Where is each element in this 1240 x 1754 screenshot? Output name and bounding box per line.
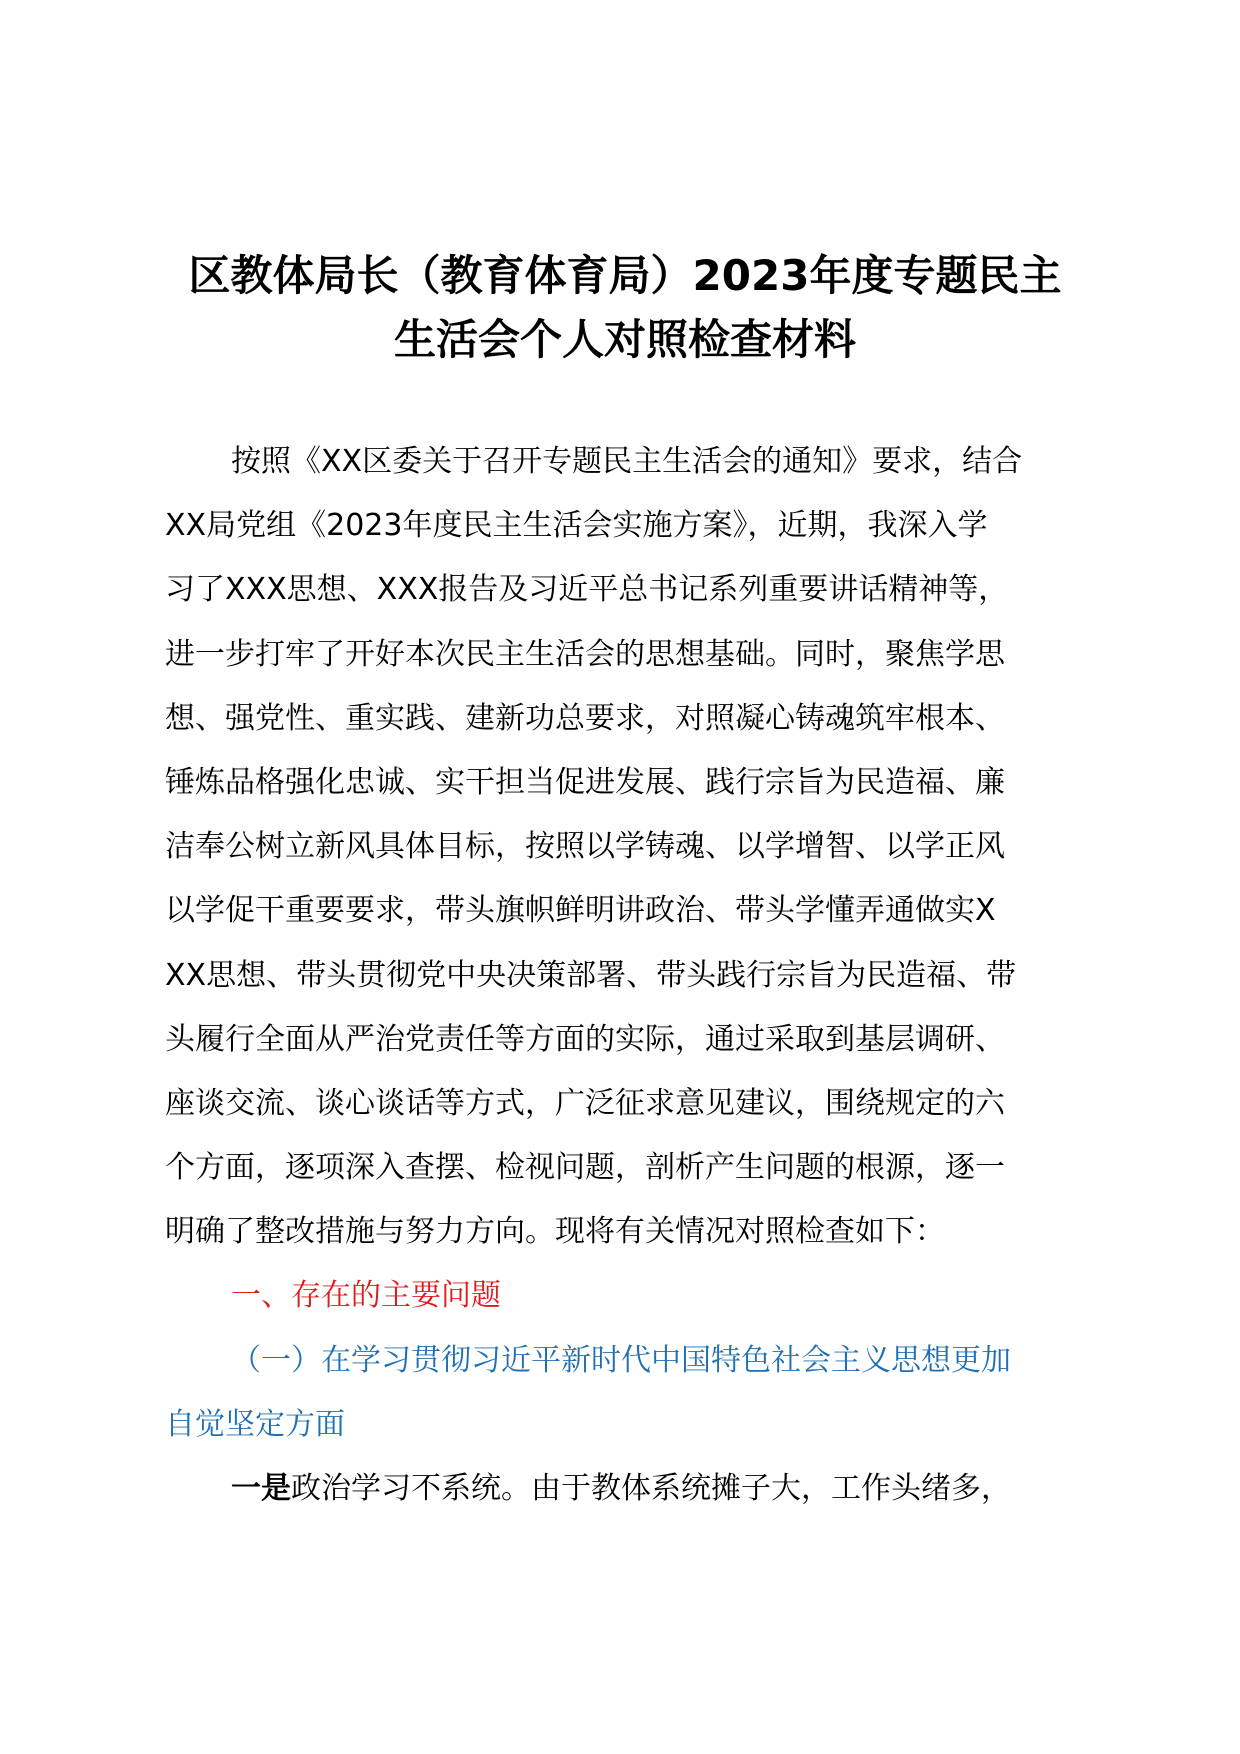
intro-line: 明确了整改措施与努力方向。现将有关情况对照检查如下：	[165, 1214, 945, 1250]
point-one-text: 政治学习不系统。由于教体系统摊子大，工作头绪多，	[291, 1471, 1011, 1506]
intro-line: 以学促干重要要求，带头旗帜鲜明讲政治、带头学懂弄通做实X	[165, 893, 996, 929]
subsection-line: 自觉坚定方面	[165, 1406, 345, 1442]
intro-line: 头履行全面从严治党责任等方面的实际，通过采取到基层调研、	[165, 1021, 1005, 1057]
subsection-heading	[165, 1329, 1100, 1457]
intro-line: 洁奉公树立新风具体目标，按照以学铸魂、以学增智、以学正风	[165, 829, 1005, 865]
intro-line: 进一步打牢了开好本次民主生活会的思想基础。同时，聚焦学思	[165, 636, 1005, 672]
intro-line: 想、强党性、重实践、建新功总要求，对照凝心铸魂筑牢根本、	[165, 700, 1005, 736]
section-heading: 一、存在的主要问题	[231, 1278, 501, 1314]
title-line-1: 区教体局长（教育体育局）2023年度专题民主	[188, 251, 1062, 300]
intro-line: 按照《XX区委关于召开专题民主生活会的通知》要求，结合	[231, 444, 1023, 479]
intro-line: 锤炼品格强化忠诚、实干担当促进发展、践行宗旨为民造福、廉	[165, 764, 1005, 800]
document-body	[165, 430, 1100, 1521]
point-one-label: 一是	[231, 1471, 291, 1506]
intro-line: 个方面，逐项深入查摆、检视问题，剖析产生问题的根源，逐一	[165, 1150, 1005, 1186]
intro-line: XX思想、带头贯彻党中央决策部署、带头践行宗旨为民造福、带	[165, 957, 1017, 993]
title-line-2: 生活会个人对照检查材料	[393, 315, 856, 364]
intro-line: XX局党组《2023年度民主生活会实施方案》，近期，我深入学	[165, 508, 988, 544]
intro-line: 座谈交流、谈心谈话等方式，广泛征求意见建议，围绕规定的六	[165, 1085, 1005, 1121]
subsection-line: （一）在学习贯彻习近平新时代中国特色社会主义思想更加	[231, 1342, 1011, 1378]
intro-line: 习了XXX思想、XXX报告及习近平总书记系列重要讲话精神等，	[165, 572, 1009, 608]
intro-paragraph	[165, 430, 1100, 1264]
document-title	[150, 244, 1100, 372]
point-one-paragraph	[165, 1457, 1100, 1521]
